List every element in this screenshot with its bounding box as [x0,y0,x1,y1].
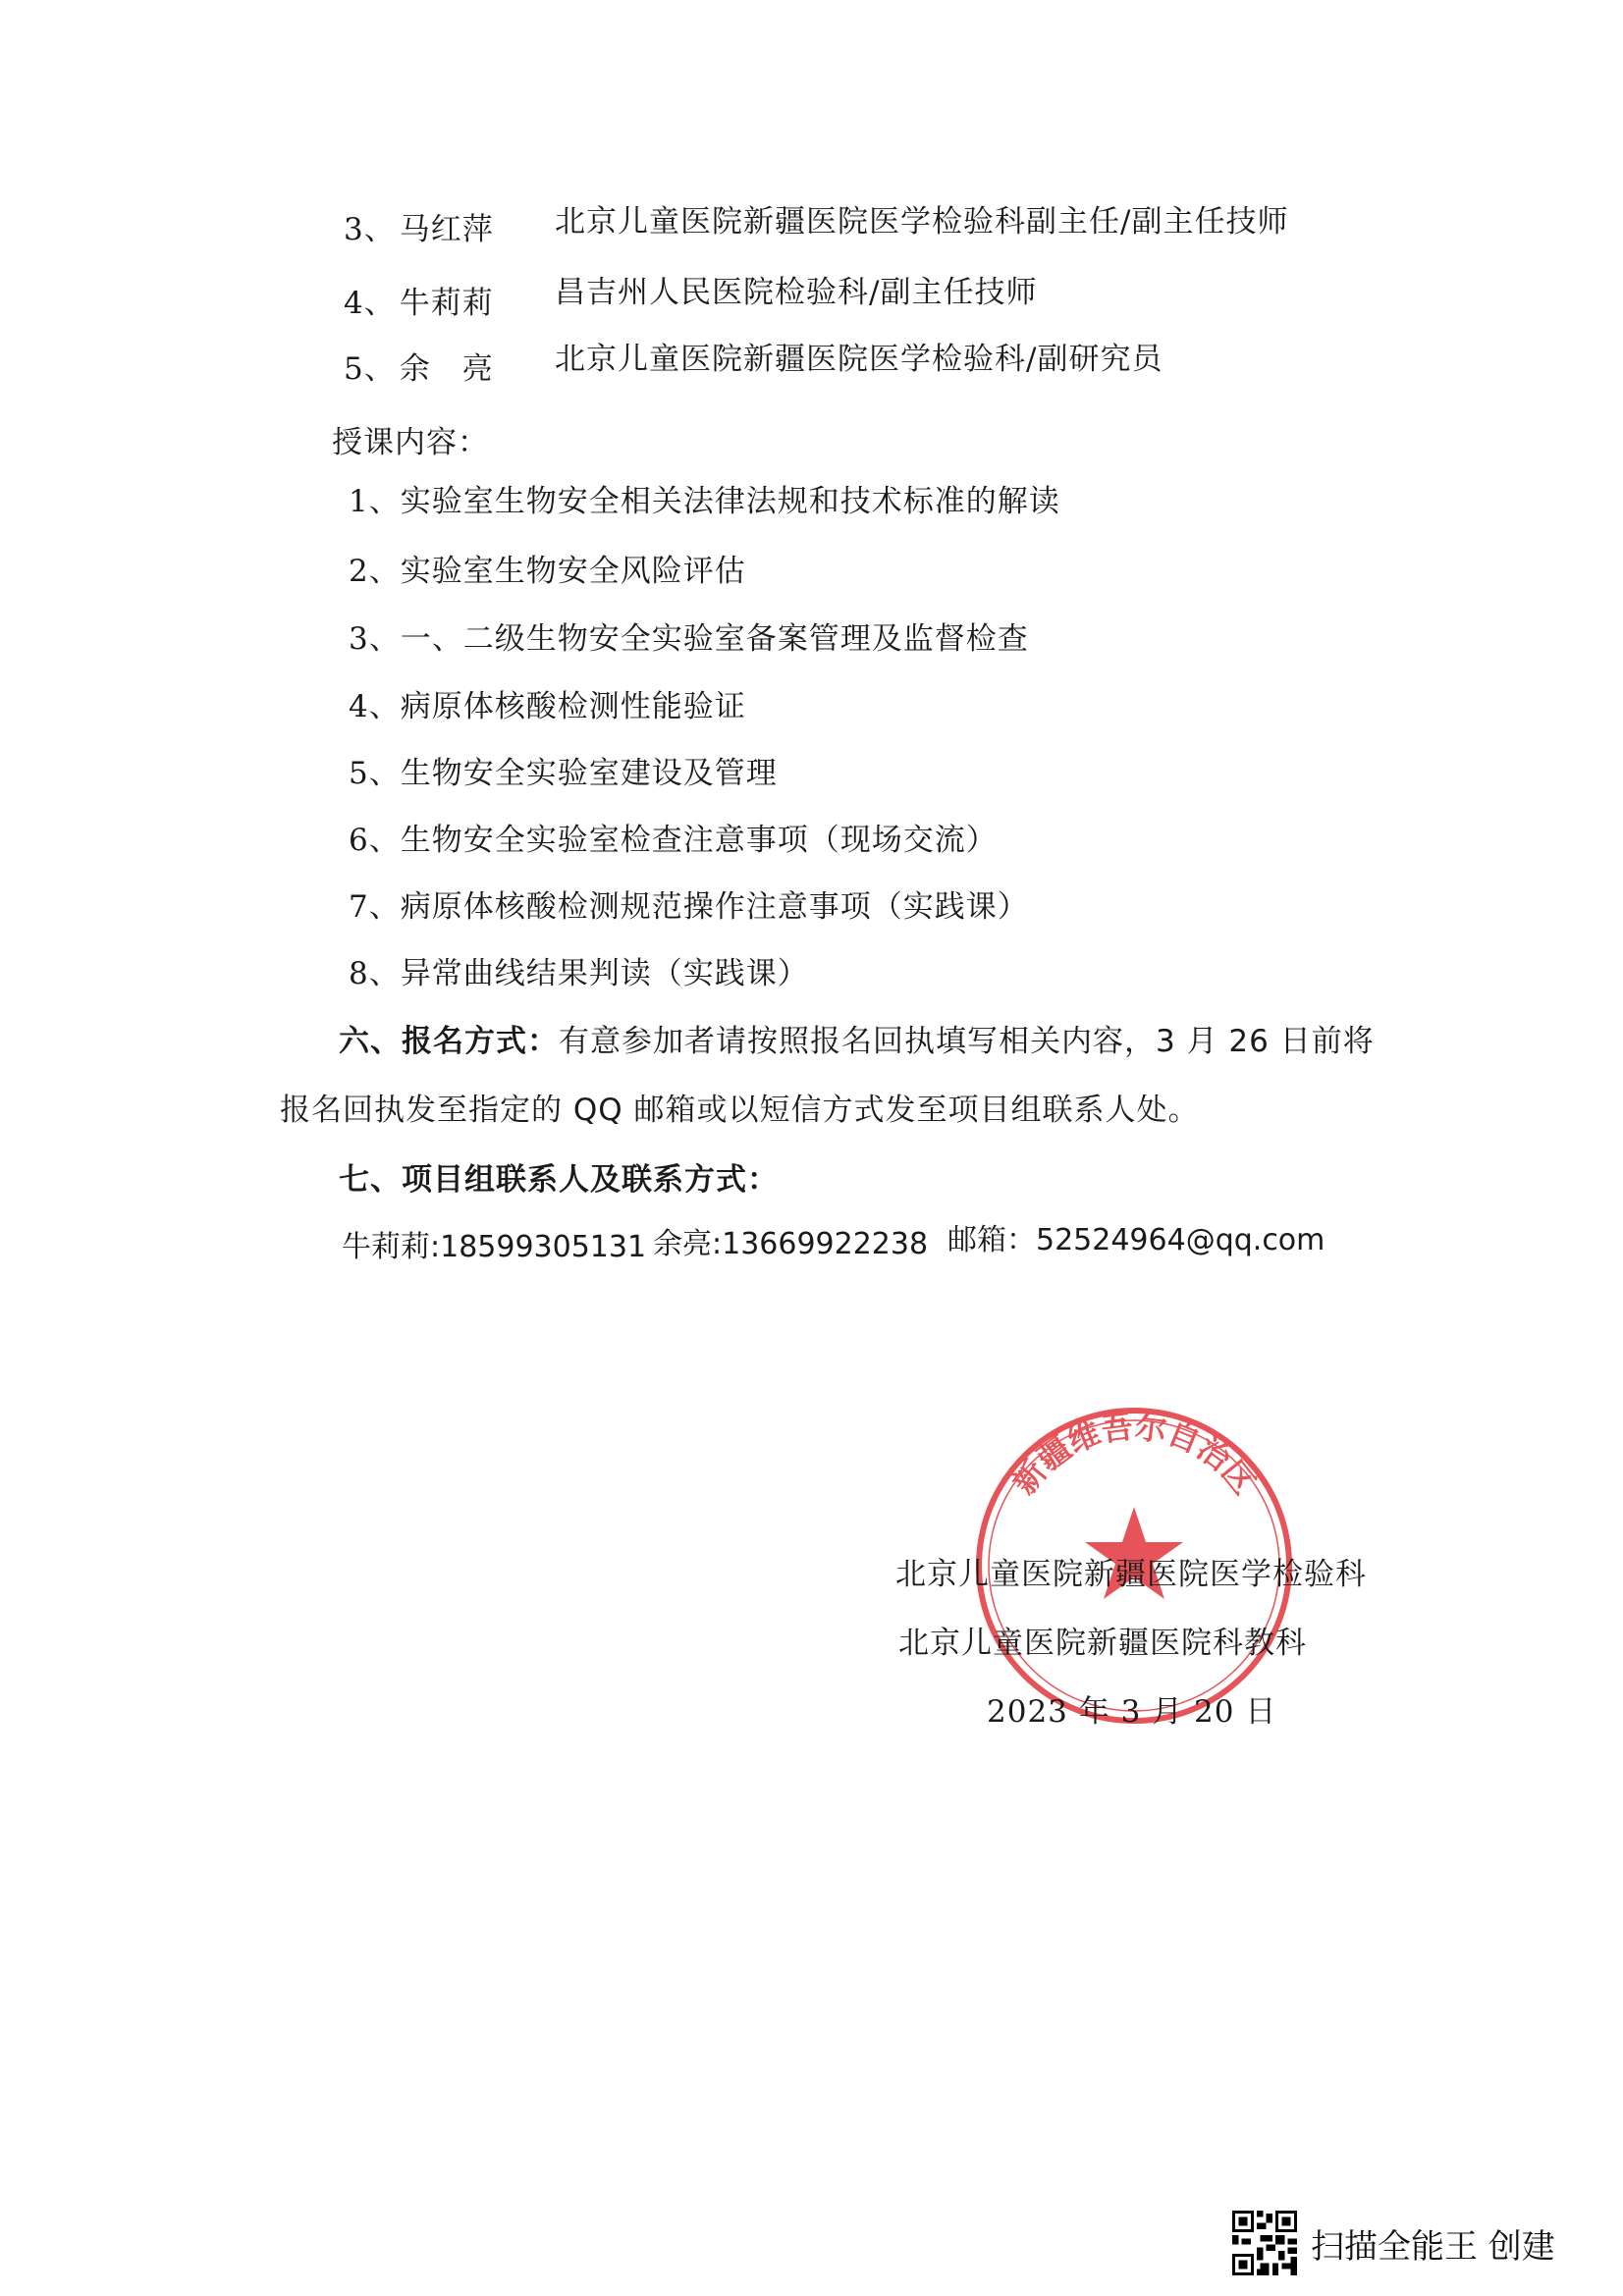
contact-person-2: 余亮:13669922238 [653,1227,929,1261]
scanner-app-credit: 扫描全能王 创建 [1311,2226,1555,2267]
instructor-name: 余 亮 [399,351,494,387]
registration-text-line1: 有意参加者请按照报名回执填写相关内容，3 月 26 日前将 [559,1024,1375,1059]
registration-text-line2: 报名回执发至指定的 QQ 邮箱或以短信方式发至项目组联系人处。 [280,1093,1200,1128]
instructor-name: 牛莉莉 [399,286,494,321]
course-item: 1、实验室生物安全相关法律法规和技术标准的解读 [349,484,1060,519]
course-item: 6、生物安全实验室检查注意事项（现场交流） [349,823,998,858]
instructor-desc: 昌吉州人民医院检验科/副主任技师 [555,275,1038,310]
contact-email: 邮箱：52524964@qq.com [947,1223,1325,1257]
seal-text: 新疆维吾尔自治区 [1004,1408,1264,1502]
course-heading: 授课内容： [332,425,489,460]
signature-date: 2023 年 3 月 20 日 [987,1694,1277,1730]
instructor-name: 马红萍 [399,212,494,247]
course-item: 4、病原体核酸检测性能验证 [349,689,746,724]
registration-section [339,1016,1375,1060]
signature-org-1: 北京儿童医院新疆医院医学检验科 [895,1557,1367,1592]
course-item: 5、生物安全实验室建设及管理 [349,756,778,791]
instructor-number: 4、 [344,286,396,321]
course-item: 3、一、二级生物安全实验室备案管理及监督检查 [349,621,1029,657]
course-item: 8、异常曲线结果判读（实践课） [349,956,809,991]
contact-heading: 七、项目组联系人及联系方式： [339,1162,779,1198]
course-item: 7、病原体核酸检测规范操作注意事项（实践课） [349,889,1029,925]
instructor-desc: 北京儿童医院新疆医院医学检验科/副研究员 [555,342,1163,377]
instructor-row [344,344,494,388]
instructor-row [344,278,494,322]
registration-label: 六、报名方式： [339,1024,559,1059]
instructor-desc: 北京儿童医院新疆医院医学检验科副主任/副主任技师 [555,204,1289,240]
qr-code-icon [1232,2211,1297,2275]
scanner-footer [1232,2209,1555,2277]
instructor-row [344,204,494,248]
instructor-number: 5、 [344,351,396,387]
contact-person-1: 牛莉莉:18599305131 [342,1230,647,1264]
instructor-number: 3、 [344,212,396,247]
signature-org-2: 北京儿童医院新疆医院科教科 [898,1626,1307,1661]
course-item: 2、实验室生物安全风险评估 [349,554,746,589]
